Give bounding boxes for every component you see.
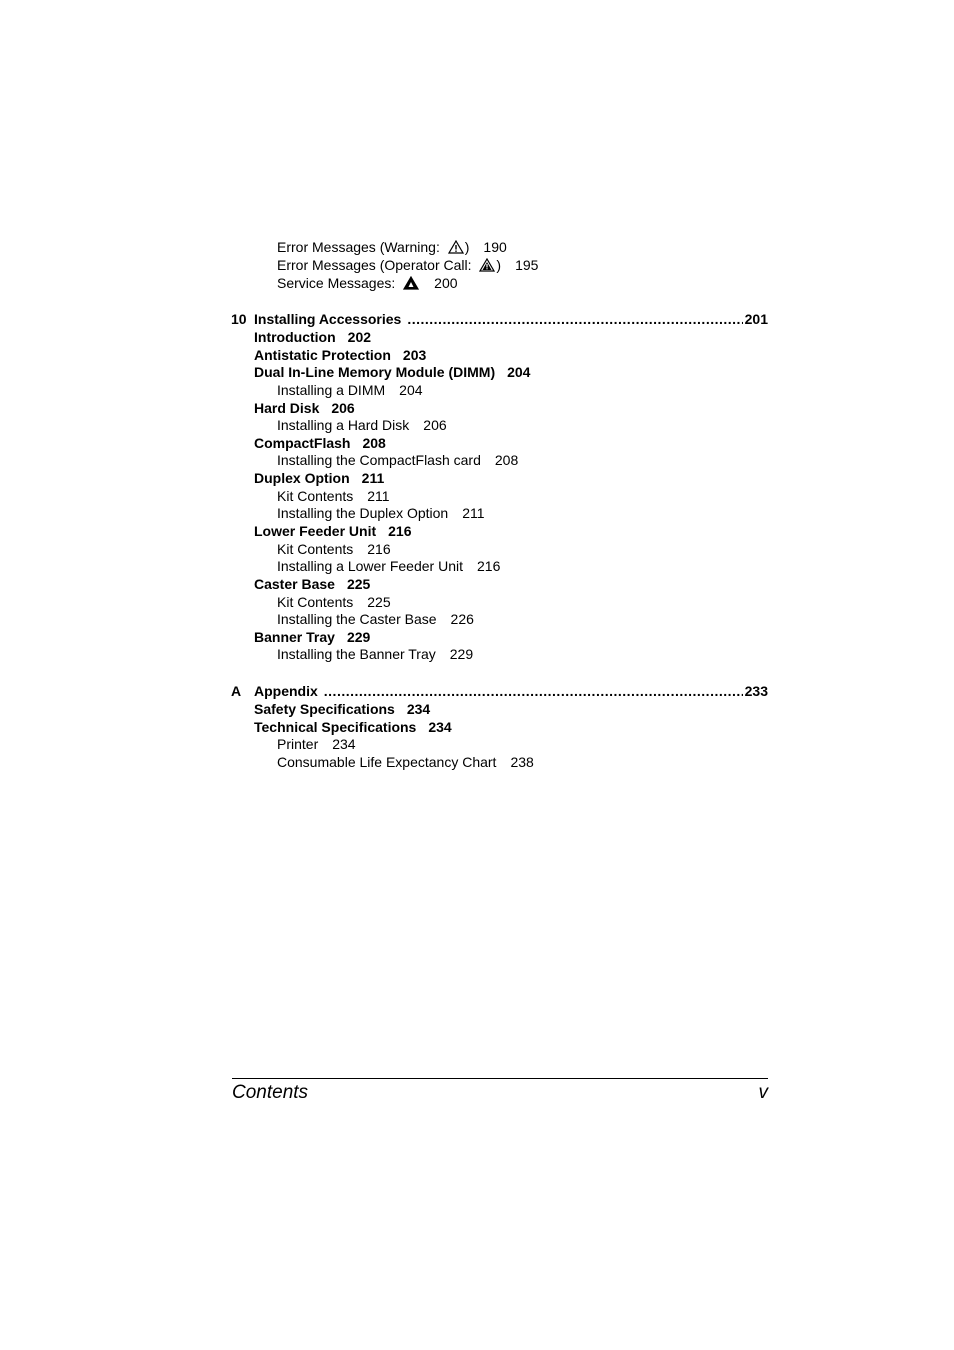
toc-section-caster-base[interactable]: Caster Base 225 (254, 576, 371, 592)
toc-subsection-installing-hard-disk[interactable]: Installing a Hard Disk 206 (277, 417, 447, 433)
dot-leader (324, 682, 743, 700)
warning-filled-icon (479, 258, 495, 272)
footer-title: Contents (232, 1082, 309, 1103)
toc-subsection-feeder-kit-contents[interactable]: Kit Contents 216 (277, 541, 391, 557)
warning-outline-icon (448, 240, 464, 254)
footer-rule (232, 1078, 768, 1079)
toc-section-banner-tray[interactable]: Banner Tray 229 (254, 629, 371, 645)
toc-section-safety-specifications[interactable]: Safety Specifications 234 (254, 701, 431, 717)
toc-subsection-printer[interactable]: Printer 234 (277, 736, 356, 752)
toc-subsection-installing-banner-tray[interactable]: Installing the Banner Tray 229 (277, 646, 474, 662)
toc-section-hard-disk[interactable]: Hard Disk 206 (254, 400, 355, 416)
toc-subsection-caster-kit-contents[interactable]: Kit Contents 225 (277, 594, 391, 610)
toc-chapter-appendix[interactable]: A Appendix ..... 233 (231, 682, 768, 700)
toc-section-compactflash[interactable]: CompactFlash 208 (254, 435, 386, 451)
toc-subsection-installing-caster-base[interactable]: Installing the Caster Base 226 (277, 611, 474, 627)
toc-section-antistatic[interactable]: Antistatic Protection 203 (254, 347, 427, 363)
toc-entry-service-messages[interactable]: Service Messages: 200 (277, 275, 458, 291)
service-filled-icon (403, 276, 419, 290)
toc-subsection-installing-dimm[interactable]: Installing a DIMM 204 (277, 382, 423, 398)
toc-subsection-installing-lower-feeder[interactable]: Installing a Lower Feeder Unit 216 (277, 558, 501, 574)
toc-section-duplex-option[interactable]: Duplex Option 211 (254, 470, 385, 486)
toc-entry-error-operator-call[interactable]: Error Messages (Operator Call: ) 195 (277, 257, 539, 273)
toc-section-technical-specifications[interactable]: Technical Specifications 234 (254, 719, 452, 735)
toc-section-dimm[interactable]: Dual In-Line Memory Module (DIMM) 204 (254, 364, 531, 380)
toc-subsection-consumable-life[interactable]: Consumable Life Expectancy Chart 238 (277, 754, 534, 770)
dot-leader (407, 310, 742, 328)
toc-subsection-installing-compactflash[interactable]: Installing the CompactFlash card 208 (277, 452, 519, 468)
footer-page-number: v (758, 1082, 768, 1103)
toc-subsection-installing-duplex[interactable]: Installing the Duplex Option 211 (277, 505, 485, 521)
toc-chapter-10[interactable]: 10 Installing Accessories ..... 201 (231, 310, 768, 328)
toc-section-introduction[interactable]: Introduction 202 (254, 329, 372, 345)
toc-entry-error-warning[interactable]: Error Messages (Warning: ) 190 (277, 239, 507, 255)
toc-section-lower-feeder-unit[interactable]: Lower Feeder Unit 216 (254, 523, 412, 539)
toc-subsection-duplex-kit-contents[interactable]: Kit Contents 211 (277, 488, 390, 504)
